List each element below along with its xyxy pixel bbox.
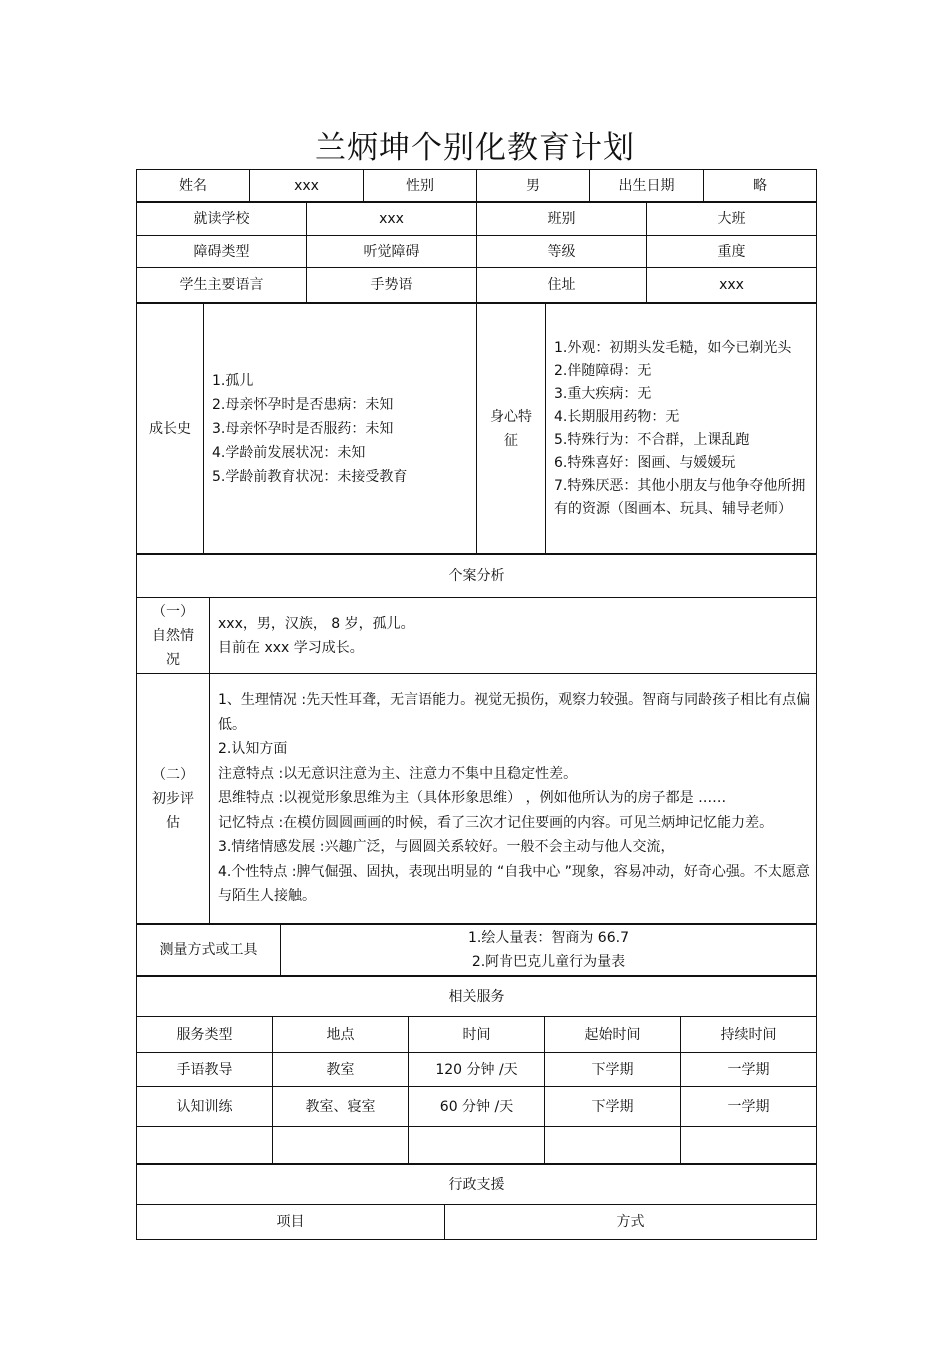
address-value: xxx (647, 268, 817, 303)
physical-list (546, 304, 817, 554)
school-label: 就读学校 (137, 203, 307, 236)
growth-list (204, 304, 477, 554)
gender-label: 性别 (364, 170, 477, 202)
language-label: 学生主要语言 (137, 268, 307, 303)
class-value: 大班 (647, 203, 817, 236)
birth-value: 略 (704, 170, 817, 202)
physical-item: 7.特殊厌恶：其他小朋友与他争夺他所拥有的资源（图画本、玩具、辅导老师） (554, 477, 806, 517)
measurement-item: 1.绘人量表：智商为 66.7 (468, 930, 629, 946)
growth-item: 4.学龄前发展状况：未知 (212, 444, 366, 461)
services-column-header: 起始时间 (545, 1017, 681, 1053)
natural-content (210, 598, 817, 674)
growth-item: 5.学龄前教育状况：未接受教育 (212, 468, 408, 485)
admin-support-column-header: 方式 (445, 1205, 817, 1240)
birth-label: 出生日期 (590, 170, 704, 202)
level-label: 等级 (477, 236, 647, 268)
growth-item: 3.母亲怀孕时是否服药：未知 (212, 420, 394, 437)
services-column-header: 持续时间 (681, 1017, 817, 1053)
measurement-list (281, 925, 817, 976)
growth-item: 2.母亲怀孕时是否患病：未知 (212, 396, 394, 413)
assessment-line: 4.个性特点 :脾气倔强、固执，表现出明显的 “自我中心 ”现象，容易冲动，好奇心强。不太愿意与陌生人接触。 (218, 863, 810, 905)
class-label: 班别 (477, 203, 647, 236)
language-value: 手势语 (307, 268, 477, 303)
school-value: xxx (307, 203, 477, 236)
basic-info-table (136, 169, 817, 202)
physical-label: 身心特征 (477, 304, 546, 554)
service-cell (409, 1127, 545, 1164)
physical-item: 5.特殊行为：不合群，上课乱跑 (554, 431, 750, 448)
measurement-table (136, 924, 817, 976)
natural-line: 目前在 xxx 学习成长。 (218, 639, 364, 656)
service-cell: 下学期 (545, 1087, 681, 1127)
service-cell (273, 1127, 409, 1164)
physical-item: 6.特殊喜好：图画、与媛媛玩 (554, 454, 736, 471)
case-analysis-table (136, 554, 817, 924)
measurement-label: 测量方式或工具 (137, 925, 281, 976)
admin-support-header: 行政支援 (137, 1165, 817, 1205)
history-table (136, 303, 817, 554)
name-label: 姓名 (137, 170, 250, 202)
services-column-header: 时间 (409, 1017, 545, 1053)
services-table (136, 976, 817, 1164)
service-cell (137, 1127, 273, 1164)
assessment-content (210, 674, 817, 924)
assessment-label: （二）初步评估 (137, 674, 210, 924)
disability-value: 听觉障碍 (307, 236, 477, 268)
physical-item: 1.外观：初期头发毛糙，如今已剃光头 (554, 339, 792, 356)
growth-item: 1.孤儿 (212, 372, 254, 389)
admin-support-table (136, 1164, 817, 1240)
service-cell (681, 1127, 817, 1164)
services-column-header: 服务类型 (137, 1017, 273, 1053)
service-cell (545, 1127, 681, 1164)
level-value: 重度 (647, 236, 817, 268)
services-row (137, 1087, 817, 1127)
natural-label: （一）自然情况 (137, 598, 210, 674)
service-cell: 一学期 (681, 1053, 817, 1087)
service-cell: 下学期 (545, 1053, 681, 1087)
physical-item: 2.伴随障碍：无 (554, 362, 652, 379)
assessment-line: 思维特点 :以视觉形象思维为主（具体形象思维） ，例如他所认为的房子都是 …… (218, 790, 727, 807)
plan-form (136, 169, 816, 1240)
assessment-line: 1、生理情况 :先天性耳聋，无言语能力。视觉无损伤，观察力较强。智商与同龄孩子相比有点偏低。 (218, 692, 811, 733)
service-cell: 120 分钟 /天 (409, 1053, 545, 1087)
assessment-line: 3.情绪情感发展 :兴趣广泛，与圆圆关系较好。一般不会主动与他人交流， (218, 839, 675, 856)
physical-item: 3.重大疾病：无 (554, 385, 652, 402)
assessment-line: 注意特点 :以无意识注意为主、注意力不集中且稳定性差。 (218, 765, 578, 782)
page-title: 兰炳坤个别化教育计划 (315, 130, 635, 166)
assessment-line: 2.认知方面 (218, 741, 288, 758)
gender-value: 男 (477, 170, 590, 202)
services-row (137, 1053, 817, 1087)
school-info-table (136, 202, 817, 303)
service-cell: 一学期 (681, 1087, 817, 1127)
assessment-line: 记忆特点 :在模仿圆圆画画的时候，看了三次才记住要画的内容。可见兰炳坤记忆能力差。 (218, 814, 774, 831)
measurement-item: 2.阿肯巴克儿童行为量表 (471, 954, 626, 970)
services-header: 相关服务 (137, 977, 817, 1017)
growth-label: 成长史 (137, 304, 204, 554)
services-row (137, 1127, 817, 1164)
services-column-header: 地点 (273, 1017, 409, 1053)
name-value: xxx (250, 170, 364, 202)
case-analysis-header: 个案分析 (137, 555, 817, 598)
disability-label: 障碍类型 (137, 236, 307, 268)
physical-item: 4.长期服用药物：无 (554, 408, 680, 425)
natural-line: xxx，男，汉族， 8 岁，孤儿。 (218, 615, 415, 632)
admin-support-column-header: 项目 (137, 1205, 445, 1240)
service-cell: 教室、寝室 (273, 1087, 409, 1127)
service-cell: 教室 (273, 1053, 409, 1087)
service-cell: 60 分钟 /天 (409, 1087, 545, 1127)
service-cell: 认知训练 (137, 1087, 273, 1127)
service-cell: 手语教导 (137, 1053, 273, 1087)
address-label: 住址 (477, 268, 647, 303)
